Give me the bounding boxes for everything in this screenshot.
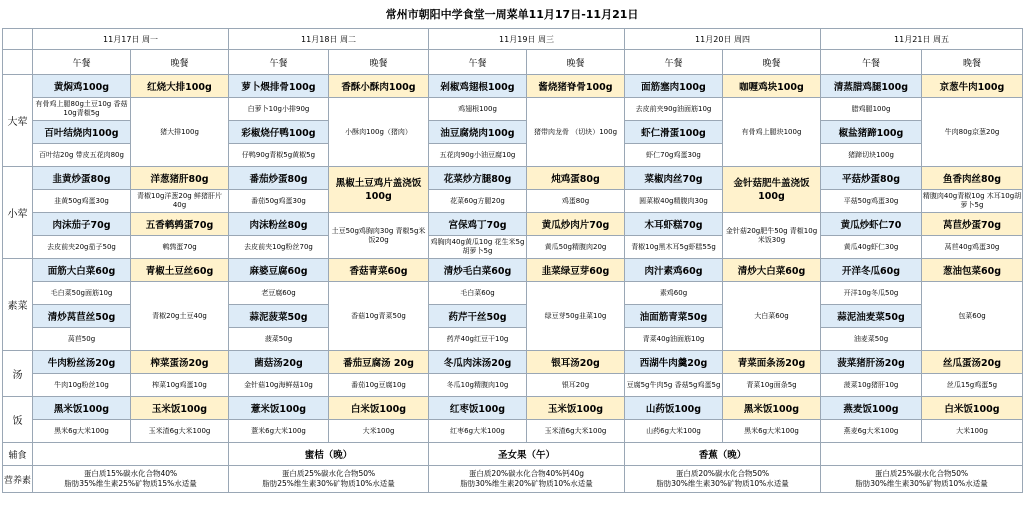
dish-name: 油面筋青菜50g [625,305,723,328]
dish-name: 清炒大白菜60g [723,259,821,282]
ingredient-text: 药芹40g红豆干10g [429,328,527,351]
ingredient-text: 鸡胸肉40g黄瓜10g 花生米5g胡萝卜5g [429,236,527,259]
meal-header-dinner: 晚餐 [131,50,229,75]
row-label-rice: 饭 [3,397,33,443]
ingredient-text: 鸡蛋80g [527,190,625,213]
ingredient-text: 去皮前夹20g茄子50g [33,236,131,259]
ingredient-text: 五花肉90g小油豆腐10g [429,144,527,167]
half_meat-row-2 [3,213,1023,236]
dish-name: 玉米饭100g [527,397,625,420]
menu-table [2,28,1023,493]
nutrition-text: 蛋白质20%碳水化合物40%钙40g 脂肪30%维生素20%矿物质10%水适量 [429,466,625,493]
dish-name: 剁椒鸡翅根100g [429,75,527,98]
dish-name: 萝卜煨排骨100g [229,75,329,98]
ingredient-text: 老豆腐60g [229,282,329,305]
dish-name: 菠菜猪肝汤20g [821,351,922,374]
ingredient-text: 香菇10g青菜50g [329,282,429,351]
main_dish-row [3,75,1023,98]
ingredient-text: 花菜60g方腿20g [429,190,527,213]
dish-name: 丝瓜蛋汤20g [922,351,1023,374]
nutrition-text: 蛋白质25%碳水化合物50% 脂肪25%维生素30%矿物质10%水适量 [229,466,429,493]
dish-name: 红烧大排100g [131,75,229,98]
soup-ingr-row [3,374,1023,397]
ingredient-text: 黑米6g大米100g [33,420,131,443]
ingredient-text: 小酥肉100g（猪肉） [329,98,429,167]
dish-name: 彩椒烧仔鸭100g [229,121,329,144]
ingredient-text: 韭黄50g鸡蛋30g [33,190,131,213]
ingredient-text: 毛白菜60g [429,282,527,305]
dish-name: 油豆腐烧肉100g [429,121,527,144]
corner-cell [3,29,33,50]
row-label-nutrition: 营养素 [3,466,33,493]
meal-header-dinner: 晚餐 [922,50,1023,75]
dish-name: 椒盐猪蹄100g [821,121,922,144]
dish-name: 京葱牛肉100g [922,75,1023,98]
ingredient-text: 去皮前夹10g粉丝70g [229,236,329,259]
dish-name: 肉汁素鸡60g [625,259,723,282]
dish-name: 百叶结烧肉100g [33,121,131,144]
ingredient-text: 燕麦6g大米100g [821,420,922,443]
ingredient-text: 黄瓜40g虾仁30g [821,236,922,259]
dish-name: 药芹干丝50g [429,305,527,328]
side-dish: 蜜桔（晚） [229,443,429,466]
dish-name: 面筋塞肉100g [625,75,723,98]
side-dish: 香蕉（晚） [625,443,821,466]
dish-name: 五香鹌鹑蛋70g [131,213,229,236]
dish-name: 黄瓜炒肉片70g [527,213,625,236]
ingredient-text: 菠菜10g猪肝10g [821,374,922,397]
ingredient-text: 黑米6g大米100g [723,420,821,443]
veg-ingr-row [3,282,1023,305]
ingredient-text: 百叶结20g 带皮五花肉80g [33,144,131,167]
dish-name: 花菜炒方腿80g [429,167,527,190]
dish-name: 鱼香肉丝80g [922,167,1023,190]
rice-ingr-row [3,420,1023,443]
dish-name: 金针菇肥牛盖浇饭100g [723,167,821,213]
dish-name: 黑米饭100g [723,397,821,420]
dish-name: 冬瓜肉沫汤20g [429,351,527,374]
day-header: 11月18日 周二 [229,29,429,50]
dish-name: 莴苣炒蛋70g [922,213,1023,236]
dish-name: 白米饭100g [922,397,1023,420]
meal-header-dinner: 晚餐 [329,50,429,75]
half_meat-ingr-row [3,190,1023,213]
meal-header-dinner: 晚餐 [723,50,821,75]
ingredient-text: 大米100g [922,420,1023,443]
dish-name: 番茄炒蛋80g [229,167,329,190]
dish-name: 菌菇汤20g [229,351,329,374]
ingredient-text: 有骨鸡上腿块100g [723,98,821,167]
ingredient-text: 牛肉10g粉丝10g [33,374,131,397]
dish-name: 银耳汤20g [527,351,625,374]
dish-name: 薏米饭100g [229,397,329,420]
dish-name: 面筋大白菜60g [33,259,131,282]
dish-name: 炖鸡蛋80g [527,167,625,190]
meal-header-dinner: 晚餐 [527,50,625,75]
ingredient-text: 山药6g大米100g [625,420,723,443]
ingredient-text: 鸡翅根100g [429,98,527,121]
ingredient-text: 冬瓜10g精腹肉10g [429,374,527,397]
dish-name: 玉米饭100g [131,397,229,420]
ingredient-text: 仔鸭90g青椒5g黄椒5g [229,144,329,167]
ingredient-text: 菠菜50g [229,328,329,351]
ingredient-text: 素鸡60g [625,282,723,305]
dish-name: 蒜泥菠菜50g [229,305,329,328]
dish-name: 青椒土豆丝60g [131,259,229,282]
dish-name: 香酥小酥肉100g [329,75,429,98]
veg-row [3,259,1023,282]
soup-row [3,351,1023,374]
ingredient-text: 油麦菜50g [821,328,922,351]
half_meat-ingr-row-2 [3,236,1023,259]
dish-name: 韭黄炒蛋80g [33,167,131,190]
nutrition-text: 蛋白质25%碳水化合物50% 脂肪30%维生素30%矿物质10%水适量 [821,466,1023,493]
menu-title: 常州市朝阳中学食堂一周菜单11月17日-11月21日 [385,8,639,21]
dish-name: 香菇青菜60g [329,259,429,282]
row-label-soup: 汤 [3,351,33,397]
corner-cell [3,50,33,75]
dish-name: 黑椒土豆鸡片盖浇饭100g [329,167,429,213]
row-label-half_meat: 小荤 [3,167,33,259]
ingredient-text: 金针菇10g海鲜菇10g [229,374,329,397]
ingredient-text: 有骨鸡上腿80g土豆10g 香菇10g青椒5g [33,98,131,121]
dish-name: 酱烧猪脊骨100g [527,75,625,98]
dish-name: 洋葱猪肝80g [131,167,229,190]
dish-name: 清蒸腊鸡腿100g [821,75,922,98]
dish-name: 青菜面条汤20g [723,351,821,374]
ingredient-text: 玉米渣6g大米100g [527,420,625,443]
ingredient-text: 青菜40g油面筋10g [625,328,723,351]
dish-name: 黄焖鸡100g [33,75,131,98]
ingredient-text: 红枣6g大米100g [429,420,527,443]
ingredient-text: 平菇50g鸡蛋30g [821,190,922,213]
meal-header-lunch: 午餐 [625,50,723,75]
ingredient-text: 薏米6g大米100g [229,420,329,443]
ingredient-text: 绿豆芽50g韭菜10g [527,282,625,351]
ingredient-text: 青菜10g面条5g [723,374,821,397]
dish-name: 韭菜绿豆芽60g [527,259,625,282]
dish-name: 清炒毛白菜60g [429,259,527,282]
ingredient-text: 金针菇20g肥牛50g 青椒10g米饭30g [723,213,821,259]
ingredient-text: 去皮前夹90g油面筋10g [625,98,723,121]
ingredient-text: 腊鸡腿100g [821,98,922,121]
dish-name: 山药饭100g [625,397,723,420]
nutrition-text: 蛋白质20%碳水化合物50% 脂肪30%维生素30%矿物质10%水适量 [625,466,821,493]
ingredient-text: 番茄10g豆腐10g [329,374,429,397]
dish-name: 宫保鸡丁70g [429,213,527,236]
ingredient-text: 莴苣40g鸡蛋30g [922,236,1023,259]
ingredient-text: 榨菜10g鸡蛋10g [131,374,229,397]
dish-name: 牛肉粉丝汤20g [33,351,131,374]
ingredient-text: 黄瓜50g精腹肉20g [527,236,625,259]
side-dish: 圣女果（午） [429,443,625,466]
dish-name: 肉沫茄子70g [33,213,131,236]
dish-name: 肉沫粉丝80g [229,213,329,236]
dish-name: 平菇炒蛋80g [821,167,922,190]
dish-name: 虾仁滑蛋100g [625,121,723,144]
main_dish-ingr-row [3,98,1023,121]
ingredient-text: 大白菜60g [723,282,821,351]
side-dish [821,443,1023,466]
ingredient-text: 圆菜椒40g精腹肉30g [625,190,723,213]
dish-name: 燕麦饭100g [821,397,922,420]
ingredient-text: 玉米渣6g大米100g [131,420,229,443]
dish-name: 番茄豆腐汤 20g [329,351,429,374]
ingredient-text: 大米100g [329,420,429,443]
meal-header-lunch: 午餐 [229,50,329,75]
day-header: 11月21日 周五 [821,29,1023,50]
ingredient-text: 猪蹄切块100g [821,144,922,167]
dish-name: 麻婆豆腐60g [229,259,329,282]
dish-name: 清炒莴苣丝50g [33,305,131,328]
ingredient-text: 开洋10g冬瓜50g [821,282,922,305]
dish-name: 黑米饭100g [33,397,131,420]
nutrition-text: 蛋白质15%碳水化合物40% 脂肪35%维生素25%矿物质15%水适量 [33,466,229,493]
ingredient-text: 土豆50g鸡胸肉30g 青椒5g米饭20g [329,213,429,259]
side-row [3,443,1023,466]
dish-name: 木耳虾糕70g [625,213,723,236]
dish-name: 白米饭100g [329,397,429,420]
ingredient-text: 莴苣50g [33,328,131,351]
day-header-row [3,29,1023,50]
ingredient-text: 牛肉80g京葱20g [922,98,1023,167]
ingredient-text: 青椒10g黑木耳5g虾糕55g [625,236,723,259]
ingredient-text: 番茄50g鸡蛋30g [229,190,329,213]
rice-row [3,397,1023,420]
row-label-side: 辅食 [3,443,33,466]
ingredient-text: 包菜60g [922,282,1023,351]
meal-header-lunch: 午餐 [33,50,131,75]
meal-header-row [3,50,1023,75]
ingredient-text: 鹌鹑蛋70g [131,236,229,259]
ingredient-text: 银耳20g [527,374,625,397]
side-dish [33,443,229,466]
dish-name: 咖喱鸡块100g [723,75,821,98]
dish-name: 葱油包菜60g [922,259,1023,282]
ingredient-text: 虾仁70g鸡蛋30g [625,144,723,167]
ingredient-text: 猪大排100g [131,98,229,167]
day-header: 11月17日 周一 [33,29,229,50]
meal-header-lunch: 午餐 [821,50,922,75]
ingredient-text: 毛白菜50g面筋10g [33,282,131,305]
dish-name: 榨菜蛋汤20g [131,351,229,374]
dish-name: 菜椒肉丝70g [625,167,723,190]
row-label-main_dish: 大荤 [3,75,33,167]
day-header: 11月19日 周三 [429,29,625,50]
nutrition-row [3,466,1023,493]
ingredient-text: 青椒20g土豆40g [131,282,229,351]
ingredient-text: 精腹肉40g青椒10g 木耳10g胡萝卜5g [922,190,1023,213]
ingredient-text: 白萝卜10g小排90g [229,98,329,121]
ingredient-text: 豆腐5g牛肉5g 香菇5g鸡蛋5g [625,374,723,397]
dish-name: 西湖牛肉羹20g [625,351,723,374]
dish-name: 黄瓜炒虾仁70 [821,213,922,236]
dish-name: 开洋冬瓜60g [821,259,922,282]
half_meat-row [3,167,1023,190]
ingredient-text: 青椒10g洋葱20g 鲜猪肝片40g [131,190,229,213]
day-header: 11月20日 周四 [625,29,821,50]
meal-header-lunch: 午餐 [429,50,527,75]
dish-name: 红枣饭100g [429,397,527,420]
ingredient-text: 丝瓜15g鸡蛋5g [922,374,1023,397]
dish-name: 蒜泥油麦菜50g [821,305,922,328]
row-label-veg: 素菜 [3,259,33,351]
ingredient-text: 猪带肉龙骨 （切块）100g [527,98,625,167]
